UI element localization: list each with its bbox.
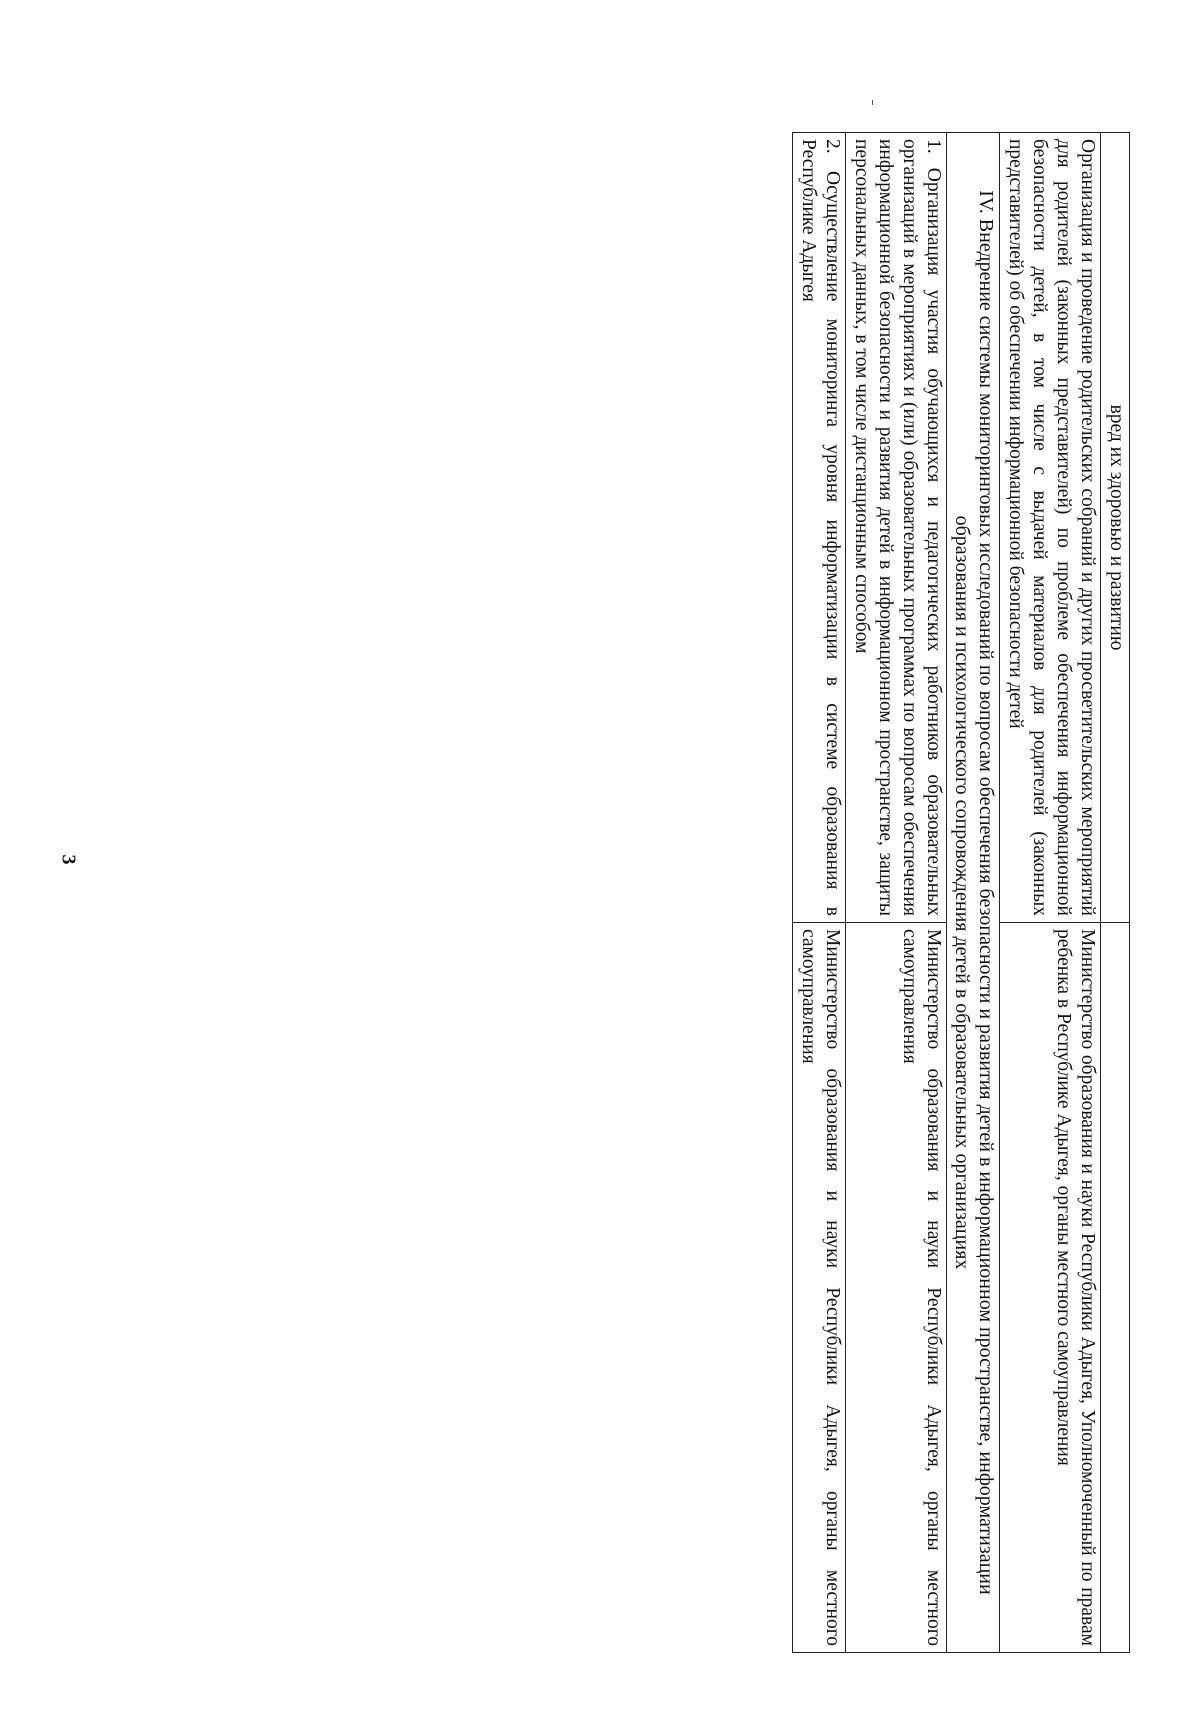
table-row: [793, 133, 846, 1653]
section-heading-row: [947, 133, 1000, 1653]
action-cell: 1. Организация участия обучающихся и педагогических работников образовательных организаций в мероприятиях и (или) образовательных программах по вопросам обеспечения информационной безопасности и развития детей в информационном пространстве, защиты персональных данных, в том числе дистанционным способом: [846, 133, 947, 923]
executors-cell: Министерство образования и науки Республики Адыгея, органы местного самоуправления: [793, 923, 846, 1653]
measures-table: [792, 132, 1130, 1653]
scan-mark: [872, 100, 873, 105]
table-row: [846, 133, 947, 1653]
action-cell: Организация и проведение родительских собраний и других просветительских мероприятий для родителей (законных представителей) по проблеме обеспечения информационной безопасности детей, в том числе с выдачей материалов для родителей (законных представителей) об обеспечении информационной безопасности детей: [1000, 133, 1101, 923]
page-number: 3: [57, 854, 80, 865]
section-iv-heading: IV. Внедрение системы мониторинговых исследований по вопросам обеспечения безопасности и развития детей в информационном пространстве, информатизации образования и психологического сопровождения детей в образовательных организациях: [947, 133, 1000, 1653]
empty-cell: [1101, 923, 1130, 1653]
continuation-header-cell: вред их здоровью и развитию: [1101, 133, 1130, 923]
table-row: [1101, 133, 1130, 1653]
rotated-page-content: [120, 132, 1130, 1652]
table-row: [1000, 133, 1101, 1653]
executors-cell: Министерство образования и науки Республики Адыгея, органы местного самоуправления: [846, 923, 947, 1653]
action-cell: 2. Осуществление мониторинга уровня информатизации в системе образования в Республике Адыгея: [793, 133, 846, 923]
executors-cell: Министерство образования и науки Республики Адыгея, Уполномоченный по правам ребенка в Республике Адыгея, органы местного самоуправления: [1000, 923, 1101, 1653]
